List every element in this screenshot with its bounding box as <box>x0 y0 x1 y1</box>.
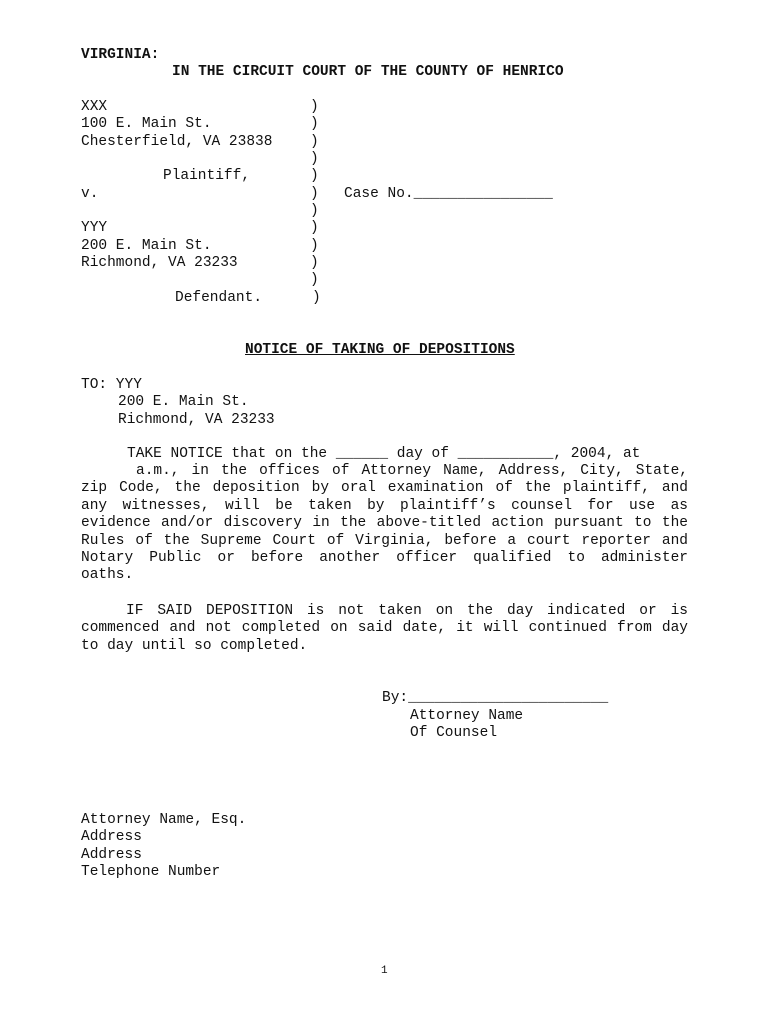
continuation-paragraph: IF SAID DEPOSITION is not taken on the day indicated or is commenced and not completed on said date, it will continued from day to day until so completed. <box>81 603 688 654</box>
plaintiff-label: Plaintiff, <box>163 168 251 184</box>
signature-line: By:_______________________ <box>382 690 609 706</box>
attorney-address-line: Address <box>81 847 142 863</box>
defendant-label: Defendant. <box>175 290 263 306</box>
defendant-name: YYY <box>81 220 108 236</box>
defendant-city-line: Richmond, VA 23233 <box>81 255 238 271</box>
notice-paragraph: a.m., in the offices of Attorney Name, Address, City, State, zip Code, the deposition by oral examination of the plaintiff, and any witnesses, will be taken by plaintiff’s counsel for use as evidence and/or discovery in the above-titled action pursuant to the Rules of the Supreme Court of Virginia, before a court reporter and Notary Public or before another officer qualified to administer oaths. <box>81 463 688 584</box>
case-number-field: Case No.________________ <box>344 186 553 202</box>
caption-paren: ) <box>310 255 319 271</box>
page-number: 1 <box>381 965 388 977</box>
caption-paren: ) <box>310 220 319 236</box>
state-heading: VIRGINIA: <box>81 47 160 63</box>
document-title: NOTICE OF TAKING OF DEPOSITIONS <box>245 342 515 358</box>
caption-paren: ) <box>310 134 319 150</box>
plaintiff-city-line: Chesterfield, VA 23838 <box>81 134 273 150</box>
defendant-address-line: 200 E. Main St. <box>81 238 212 254</box>
caption-paren: ) <box>312 290 321 306</box>
caption-paren: ) <box>310 151 319 167</box>
caption-paren: ) <box>310 168 319 184</box>
caption-paren: ) <box>310 203 319 219</box>
to-city-line: Richmond, VA 23233 <box>118 412 275 428</box>
to-recipient: TO: YYY <box>81 377 142 393</box>
attorney-name: Attorney Name, Esq. <box>81 812 247 828</box>
plaintiff-address-line: 100 E. Main St. <box>81 116 212 132</box>
signature-role: Of Counsel <box>410 725 498 741</box>
to-address-line: 200 E. Main St. <box>118 394 249 410</box>
signature-name: Attorney Name <box>410 708 524 724</box>
attorney-address-line: Address <box>81 829 142 845</box>
caption-paren: ) <box>310 272 319 288</box>
court-heading: IN THE CIRCUIT COURT OF THE COUNTY OF HENRICO <box>172 64 564 80</box>
caption-paren: ) <box>310 238 319 254</box>
attorney-telephone: Telephone Number <box>81 864 221 880</box>
caption-paren: ) <box>310 99 319 115</box>
plaintiff-name: XXX <box>81 99 108 115</box>
caption-paren: ) <box>310 186 319 202</box>
caption-paren: ) <box>310 116 319 132</box>
notice-paragraph-first-line: TAKE NOTICE that on the ______ day of ___________, 2004, at <box>127 446 641 462</box>
versus-label: v. <box>81 186 99 202</box>
